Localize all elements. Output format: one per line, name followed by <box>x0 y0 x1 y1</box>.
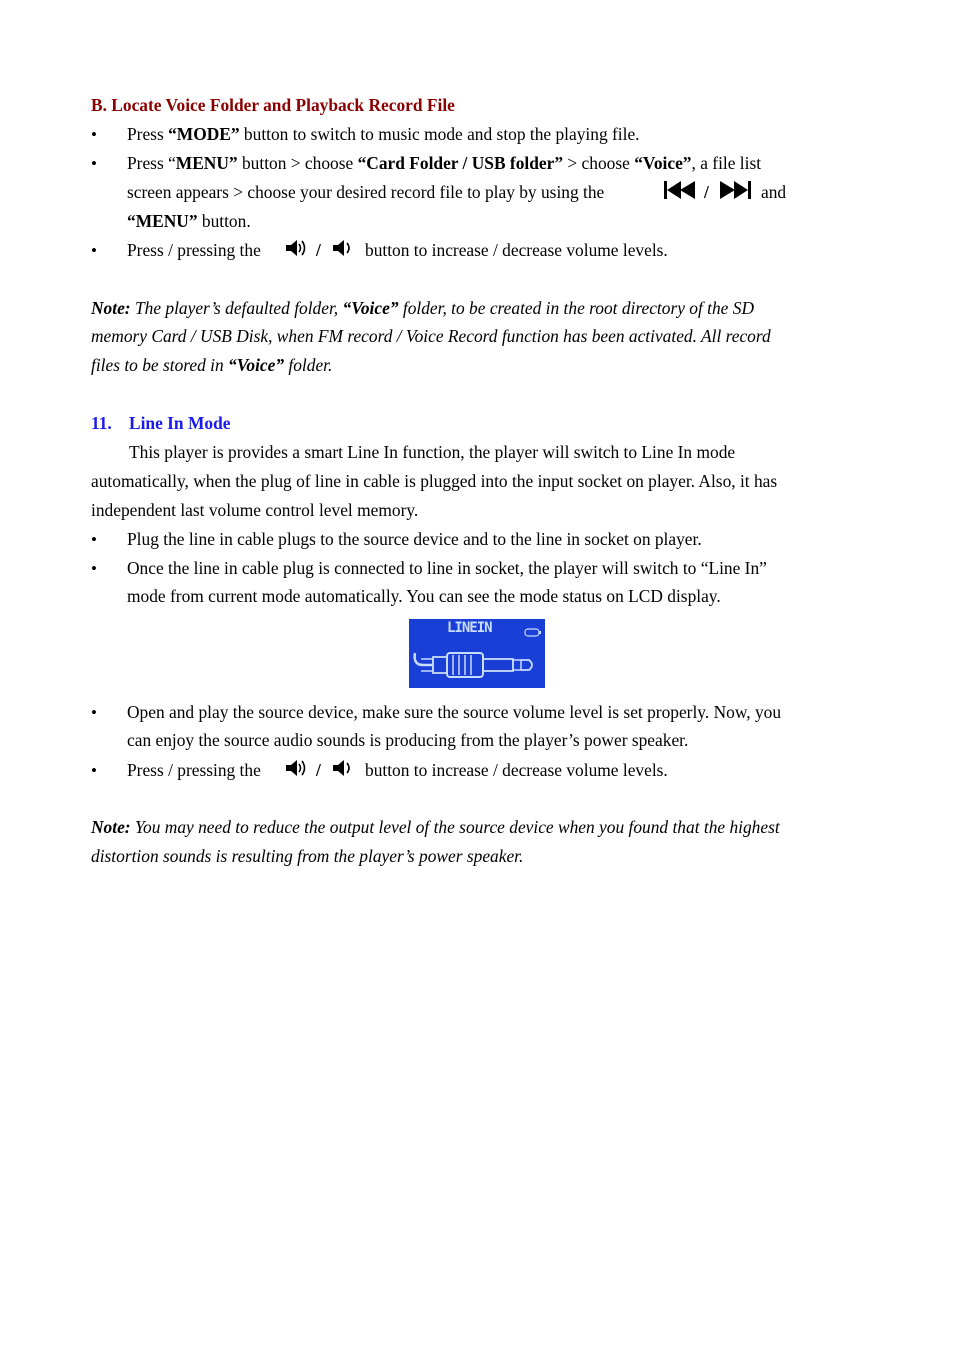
bullet-marker: • <box>91 761 97 780</box>
text: files to be stored in <box>91 355 229 375</box>
bullet-marker: • <box>91 154 97 173</box>
menu-keyword: “MENU” <box>127 211 198 231</box>
voice-keyword: “Voice” <box>634 153 692 173</box>
volume-up-icon <box>285 758 309 783</box>
text: Press <box>127 124 169 144</box>
text: Press “ <box>127 153 176 173</box>
list-item: Press / pressing the <box>127 760 261 780</box>
note-line: memory Card / USB Disk, when FM record / Voice Record function has been activated. All record <box>91 326 771 346</box>
paragraph-line: This player is provides a smart Line In function, the player will switch to Line In mode <box>129 442 736 462</box>
list-item-continuation: can enjoy the source audio sounds is producing from the player’s power speaker. <box>127 730 689 750</box>
list-item-continuation <box>127 207 251 236</box>
text: button to increase / decrease volume levels. <box>365 760 668 780</box>
bullet-marker: • <box>91 530 97 549</box>
text: button > choose <box>237 153 358 173</box>
paragraph-line: automatically, when the plug of line in cable is plugged into the input socket on player. Also, it has <box>91 471 778 491</box>
text: folder. <box>284 355 333 375</box>
text: The player’s defaulted folder, <box>130 298 343 318</box>
paragraph-line: independent last volume control level memory. <box>91 500 419 520</box>
list-item-continuation <box>127 178 604 207</box>
volume-down-icon <box>332 238 356 263</box>
slash: / <box>316 760 321 780</box>
lcd-label: LINEIN <box>447 620 492 636</box>
slash: / <box>316 240 321 260</box>
voice-keyword: “Voice” <box>342 298 399 318</box>
volume-up-icon <box>285 238 309 263</box>
bullet-marker: • <box>91 559 97 578</box>
note-label: Note: <box>91 298 131 318</box>
text: button to switch to music mode and stop the playing file. <box>239 124 640 144</box>
lcd-display-image <box>409 619 545 688</box>
text: screen appears > choose your desired record file to play by using the <box>127 182 605 202</box>
line-in-plug-icon <box>411 645 543 690</box>
text: folder, to be created in the root directory of the SD <box>398 298 755 318</box>
menu-keyword: MENU” <box>175 153 238 173</box>
text: and <box>761 182 787 202</box>
section-11-number: 11. <box>91 413 112 433</box>
list-item: Press / pressing the <box>127 240 261 260</box>
note-label: Note: <box>91 817 131 837</box>
text: , a file list <box>691 153 762 173</box>
text: You may need to reduce the output level of the source device when you found that the highest <box>130 817 780 837</box>
text: button. <box>197 211 251 231</box>
prev-track-icon <box>664 181 696 204</box>
note-line <box>91 351 332 380</box>
voice-keyword: “Voice” <box>228 355 285 375</box>
list-item: Plug the line in cable plugs to the source device and to the line in socket on player. <box>127 529 702 549</box>
list-item: Open and play the source device, make sure the source volume level is set properly. Now, you <box>127 702 782 722</box>
section-b-heading: B. Locate Voice Folder and Playback Record File <box>91 95 455 115</box>
bullet-marker: • <box>91 125 97 144</box>
note-line <box>91 294 754 323</box>
list-item <box>127 120 640 149</box>
list-item <box>127 149 761 178</box>
folder-keyword: “Card Folder / USB folder” <box>357 153 564 173</box>
bullet-marker: • <box>91 703 97 722</box>
list-item: Once the line in cable plug is connected to line in socket, the player will switch to “Line In” <box>127 558 767 578</box>
text: > choose <box>563 153 635 173</box>
slash: / <box>704 182 709 202</box>
note-line <box>91 813 780 842</box>
note-line: distortion sounds is resulting from the player’s power speaker. <box>91 846 524 866</box>
bullet-marker: • <box>91 241 97 260</box>
text: button to increase / decrease volume levels. <box>365 240 668 260</box>
battery-icon <box>524 624 542 642</box>
volume-down-icon <box>332 758 356 783</box>
next-track-icon <box>720 181 752 204</box>
mode-keyword: “MODE” <box>168 124 240 144</box>
list-item-continuation: mode from current mode automatically. You can see the mode status on LCD display. <box>127 586 721 606</box>
section-11-title: Line In Mode <box>129 413 231 433</box>
